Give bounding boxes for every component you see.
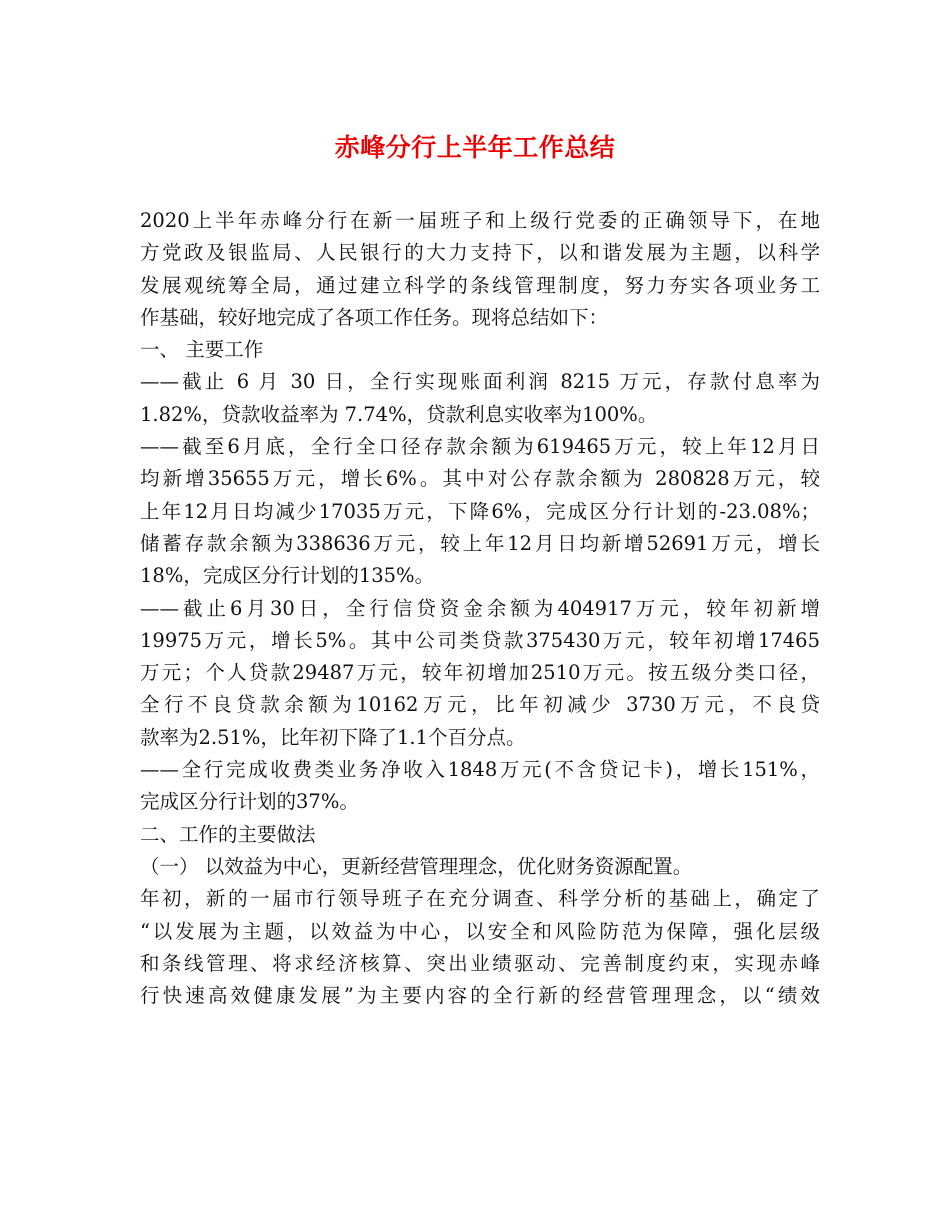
text-line: 行快速高效健康发展”为主要内容的全行新的经营管理理念，以“绩效 bbox=[140, 984, 820, 1008]
text-line: 均新增35655万元，增长6%。其中对公存款余额为 280828万元，较 bbox=[140, 467, 820, 491]
text-line: 全行不良贷款余额为10162万元，比年初减少 3730万元，不良贷 bbox=[140, 693, 820, 717]
text-line: 2020上半年赤峰分行在新一届班子和上级行党委的正确领导下，在地 bbox=[140, 209, 820, 232]
text-line: “以发展为主题，以效益为中心，以安全和风险防范为保障，强化层级 bbox=[140, 919, 820, 943]
text-line: 储蓄存款余额为338636万元，较上年12月日均新增52691万元，增长 bbox=[140, 531, 820, 555]
text-line: （一） 以效益为中心，更新经营管理理念，优化财务资源配置。 bbox=[140, 854, 693, 878]
text-line: 19975万元，增长5%。其中公司类贷款375430万元，较年初增17465 bbox=[140, 628, 820, 652]
text-line: 完成区分行计划的37%。 bbox=[140, 790, 359, 814]
document-body bbox=[140, 205, 820, 1012]
text-line: 作基础，较好地完成了各项工作任务。现将总结如下： bbox=[140, 305, 609, 329]
text-line: 上年12月日均减少17035万元，下降6%，完成区分行计划的-23.08%； bbox=[140, 499, 820, 523]
text-line: 1.82%，贷款收益率为 7.74%，贷款利息实收率为100%。 bbox=[140, 402, 658, 426]
text-line: 发展观统筹全局，通过建立科学的条线管理制度，努力夯实各项业务工 bbox=[140, 273, 820, 297]
text-line: ——截至6月底，全行全口径存款余额为619465万元，较上年12月日 bbox=[140, 435, 820, 459]
text-line: 18%，完成区分行计划的135%。 bbox=[140, 564, 435, 588]
text-line: 一、 主要工作 bbox=[140, 338, 264, 362]
text-line: 万元；个人贷款29487万元，较年初增加2510万元。按五级分类口径， bbox=[140, 661, 820, 685]
text-line: 和条线管理、将求经济核算、突出业绩驱动、完善制度约束，实现赤峰 bbox=[140, 951, 820, 975]
document-title: 赤峰分行上半年工作总结 bbox=[334, 133, 616, 162]
text-line: 款率为2.51%，比年初下降了1.1个百分点。 bbox=[140, 725, 526, 749]
text-line: ——截止6月30日，全行信贷资金余额为404917万元，较年初新增 bbox=[140, 596, 820, 620]
text-line: ——截止 6 月 30 日，全行实现账面利润 8215 万元，存款付息率为 bbox=[140, 370, 820, 394]
text-line: ——全行完成收费类业务净收入1848万元(不含贷记卡)，增长151%， bbox=[140, 758, 820, 782]
text-line: 方党政及银监局、人民银行的大力支持下，以和谐发展为主题，以科学 bbox=[140, 241, 820, 265]
text-line: 二、工作的主要做法 bbox=[140, 822, 316, 846]
text-line: 年初，新的一届市行领导班子在充分调查、科学分析的基础上，确定了 bbox=[140, 887, 820, 911]
